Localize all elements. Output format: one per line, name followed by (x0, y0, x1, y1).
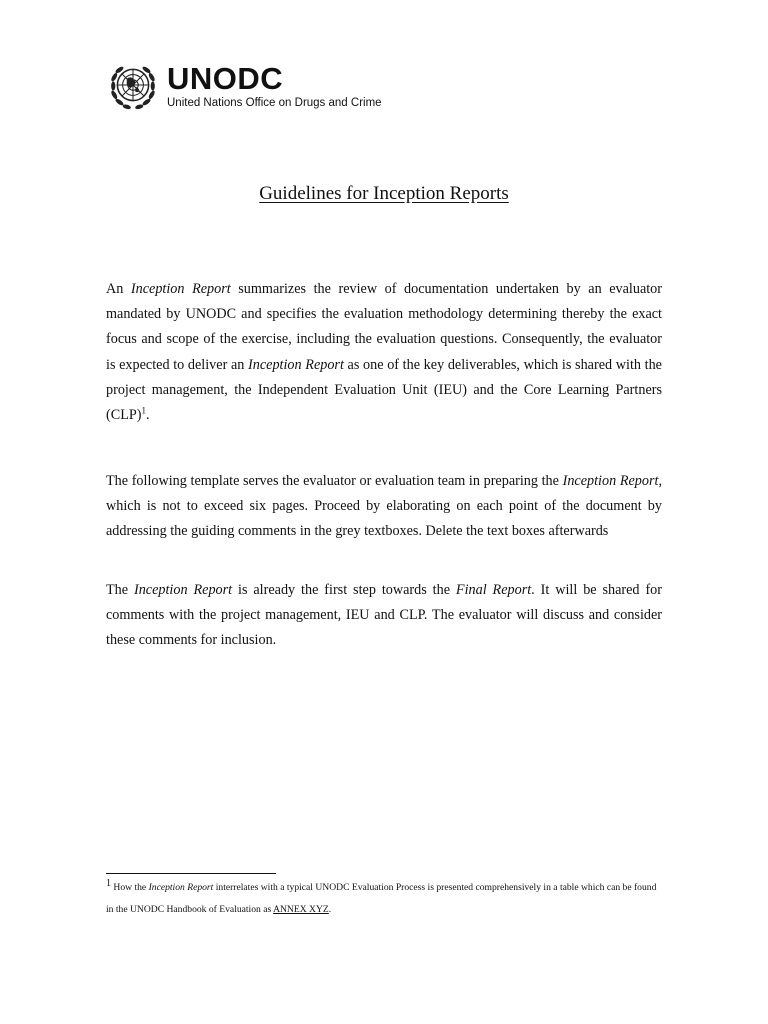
footnote-mark: 1 (106, 877, 111, 889)
paragraph-text: . It will be shared for comments with the project management, IEU and CLP. The evaluator will discuss and consider these comments for inclusion. (106, 582, 662, 649)
unodc-logo (107, 60, 382, 112)
paragraph-text: summarizes the review of documentation undertaken by an evaluator mandated by UNODC and specifies the evaluation methodology determining thereby the exact focus and scope of the exercise, including the evaluation questions. Consequently, the evaluator is expected to deliver an (106, 281, 663, 373)
paragraph-emphasis: Inception Report (248, 356, 344, 373)
paragraph-text: The (106, 582, 134, 598)
logo-acronym: UNODC (167, 60, 284, 96)
logo-text (167, 60, 382, 110)
footnote-emphasis: Inception Report (148, 882, 214, 893)
paragraph-text: The following template serves the evaluator or evaluation team in preparing the (106, 473, 563, 489)
paragraph-text: , which is not to exceed six pages. Proceed by elaborating on each point of the document by addressing the guiding comments in the grey textboxes. Delete the text boxes afterwards (106, 473, 662, 540)
un-emblem-icon (107, 60, 159, 112)
paragraph-template-instructions (106, 469, 662, 545)
logo-full-name: United Nations Office on Drugs and Crime (167, 96, 382, 109)
footnote (106, 877, 666, 921)
footnote-reference[interactable]: 1 (141, 405, 146, 416)
paragraph-introduction (106, 277, 662, 428)
annex-link[interactable]: ANNEX XYZ (273, 904, 329, 915)
paragraph-emphasis: Inception Report (130, 281, 231, 297)
document-title-text: Guidelines for Inception Reports (259, 183, 509, 204)
footnote-text: . (328, 904, 332, 915)
footnote-separator (106, 873, 276, 874)
document-title (0, 181, 768, 207)
paragraph-emphasis: Inception Report (562, 473, 659, 489)
paragraph-emphasis: Final Report (455, 582, 532, 598)
footnote-text: interrelates with a typical UNODC Evaluation Process is presented comprehensively in a table which can be found in the UNODC Handbook of Evaluation as (106, 882, 657, 915)
paragraph-text: as one of the key deliverables, which is shared with the project management, the Independent Evaluation Unit (IEU) and the Core Learning Partners (CLP) (106, 356, 662, 424)
footnote-text: How the (111, 882, 149, 893)
paragraph-final-report (106, 578, 662, 654)
paragraph-text: is already the first step towards the (232, 582, 456, 598)
paragraph-text: An (106, 281, 131, 297)
paragraph-emphasis: Inception Report (133, 582, 233, 598)
paragraph-text: . (145, 407, 150, 424)
